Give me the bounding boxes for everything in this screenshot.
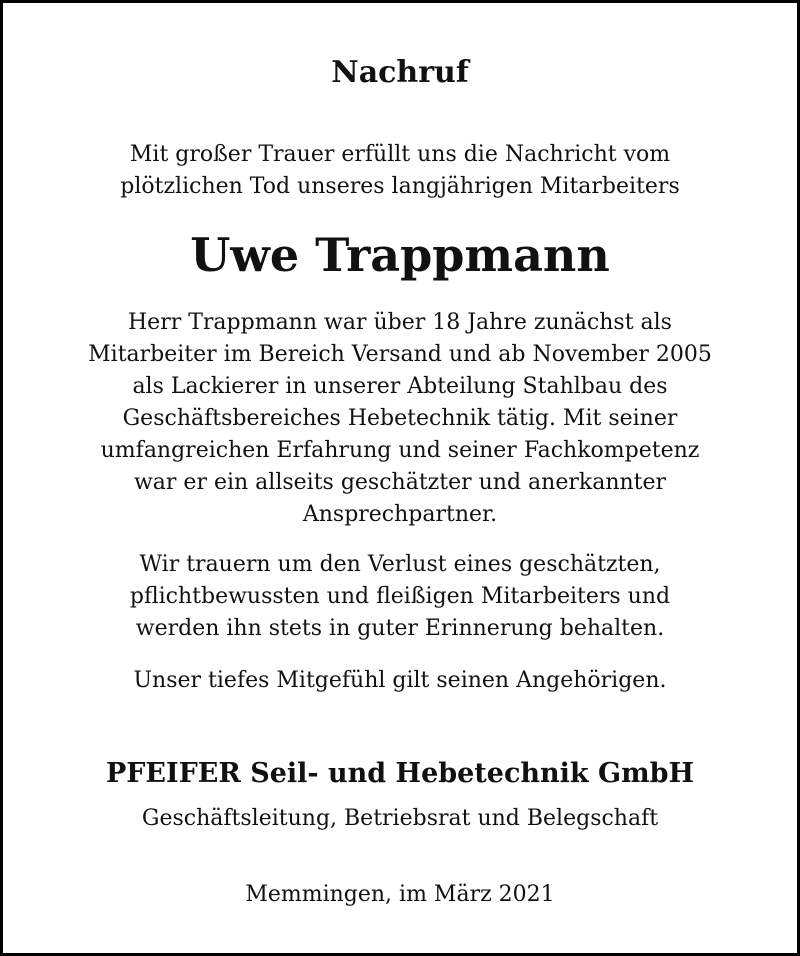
- bio-line: Mitarbeiter im Bereich Versand und ab November 2005: [88, 342, 712, 367]
- place-date-line: Memmingen, im März 2021: [245, 882, 555, 907]
- intro-line: Mit großer Trauer erfüllt uns die Nachricht vom: [129, 142, 671, 167]
- company-subtitle-line: Geschäftsleitung, Betriebsrat und Belegschaft: [141, 806, 659, 831]
- sympathy-paragraph: [3, 665, 797, 697]
- place-and-date: [3, 879, 797, 911]
- company-name: PFEIFER Seil- und Hebetechnik GmbH: [105, 758, 695, 789]
- sympathy-line: Unser tiefes Mitgefühl gilt seinen Angehörigen.: [133, 668, 667, 693]
- company-subtitle: [3, 803, 797, 835]
- bio-line: Geschäftsbereiches Hebetechnik tätig. Mit seiner: [122, 406, 678, 431]
- loss-paragraph: [3, 549, 797, 645]
- bio-line: Ansprechpartner.: [302, 502, 498, 527]
- bio-line: umfangreichen Erfahrung und seiner Fachkompetenz: [100, 438, 700, 463]
- loss-line: Wir trauern um den Verlust eines geschätzten,: [139, 552, 661, 577]
- biography-paragraph: [3, 307, 797, 531]
- bio-line: Herr Trappmann war über 18 Jahre zunächst als: [128, 310, 672, 335]
- bio-line: war er ein allseits geschätzter und anerkannter: [133, 470, 667, 495]
- loss-line: pflichtbewussten und fleißigen Mitarbeiters und: [129, 584, 671, 609]
- intro-line: plötzlichen Tod unseres langjährigen Mitarbeiters: [120, 174, 680, 199]
- intro-paragraph: [3, 139, 797, 203]
- deceased-name: Uwe Trappmann: [190, 228, 610, 282]
- bio-line: als Lackierer in unserer Abteilung Stahlbau des: [132, 374, 668, 399]
- loss-line: werden ihn stets in guter Erinnerung behalten.: [135, 616, 665, 641]
- notice-heading: Nachruf: [331, 55, 469, 90]
